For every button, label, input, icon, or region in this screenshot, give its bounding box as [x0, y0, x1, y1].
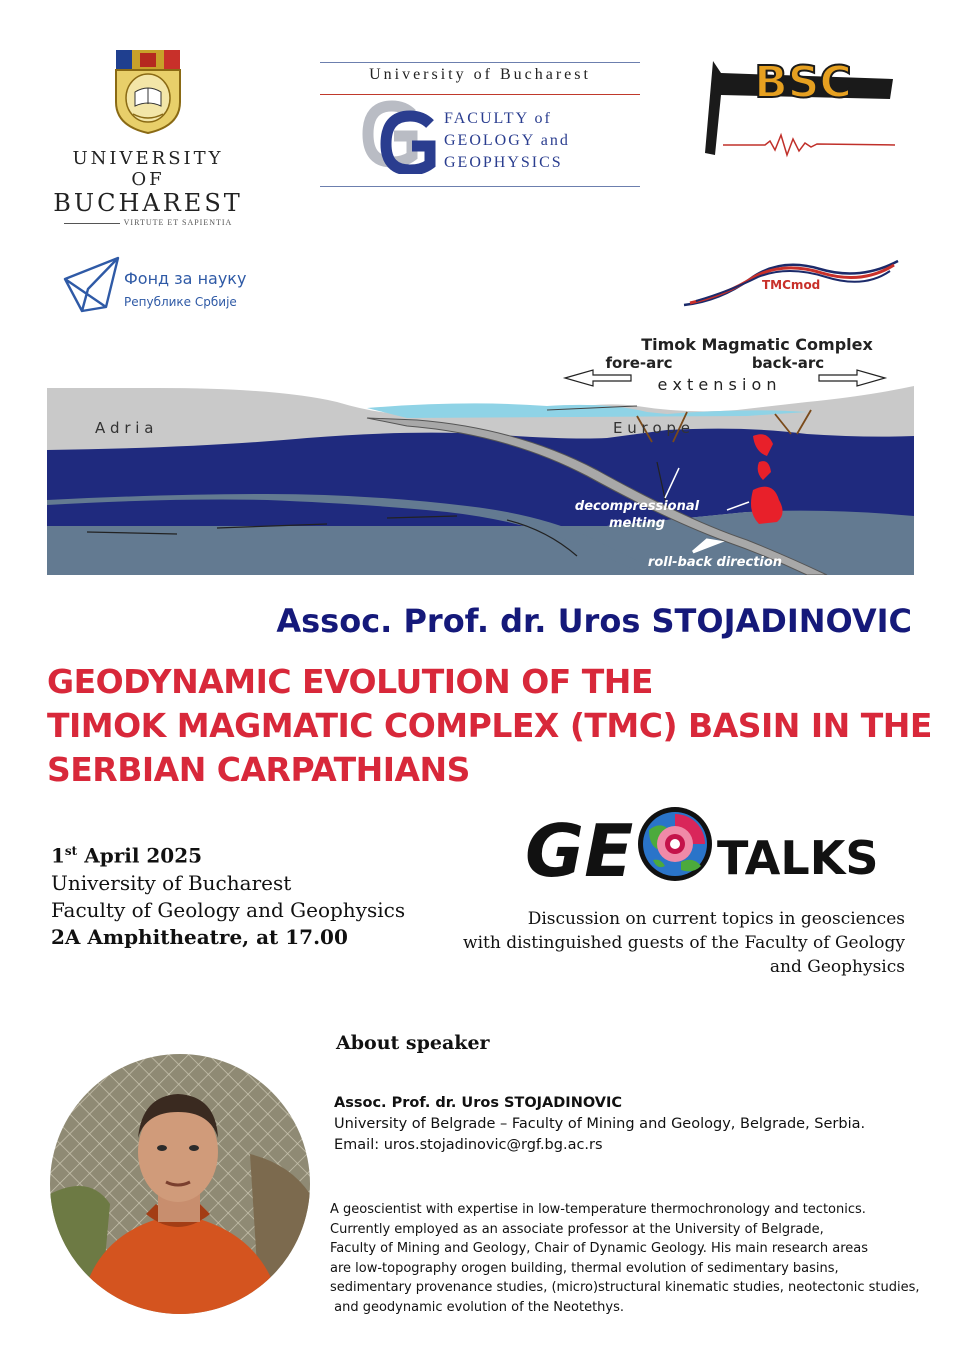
faculty-logo-rule-bottom	[320, 186, 640, 187]
geotalks-word1: GE	[525, 809, 634, 890]
talk-title-line1: GEODYNAMIC EVOLUTION OF THE	[47, 662, 653, 701]
earth-globe-icon	[638, 807, 712, 881]
bsc-full-name: Bucharest Student Chapter	[730, 105, 884, 116]
university-of-bucharest-logo	[52, 48, 244, 227]
bio-line: Faculty of Mining and Geology, Chair of Dynamic Geology. His main research areas	[330, 1241, 869, 1257]
bio-line: and geodynamic evolution of the Neotethys.	[330, 1299, 624, 1315]
diagram-adria: A d r i a	[95, 419, 154, 437]
paper-plane-icon	[62, 255, 122, 317]
tmc-cross-section-diagram	[47, 330, 914, 575]
geotalks-desc-line2: with distinguished guests of the Faculty of Geology	[463, 933, 905, 953]
faculty-logo-line1: FACULTY of	[444, 110, 552, 127]
bio-email[interactable]: Email: uros.stojadinovic@rgf.bg.ac.rs	[334, 1137, 603, 1153]
speaker-name-heading: Assoc. Prof. dr. Uros STOJADINOVIC	[276, 602, 912, 640]
diagram-extension: e x t e n s i o n	[657, 375, 777, 394]
event-venue-faculty: Faculty of Geology and Geophysics	[51, 897, 406, 922]
fond-subtitle: Републике Србије	[124, 295, 237, 309]
bsc-acronym: BSC	[754, 57, 852, 108]
speaker-bio-text	[330, 1200, 940, 1318]
faculty-logo-rule-middle	[320, 94, 640, 95]
fond-za-nauku-logo	[62, 255, 282, 317]
talk-title-line3: SERBIAN CARPATHIANS	[47, 750, 470, 789]
event-venue-university: University of Bucharest	[51, 870, 292, 895]
speaker-bio-block	[334, 1093, 865, 1156]
geotalks-word2: TALKS	[717, 831, 879, 885]
geotalks-description	[430, 907, 905, 979]
gg-monogram-icon	[360, 100, 440, 174]
faculty-logo-line3: GEOPHYSICS	[444, 154, 563, 171]
diagram-europe: E u r o p e	[613, 419, 690, 437]
event-date-day: 1	[51, 843, 65, 868]
tmcmod-label: TMCmod	[762, 278, 821, 292]
diagram-rollback: roll-back direction	[647, 555, 783, 570]
university-name-line2: BUCHAREST	[53, 189, 243, 217]
speaker-portrait-image	[50, 1054, 310, 1314]
diagram-fore-arc: fore-arc	[605, 354, 673, 372]
bio-line: sedimentary provenance studies, (micro)structural kinematic studies, neotectonic studies,	[330, 1280, 920, 1296]
faculty-logo-rule-top	[320, 62, 640, 63]
diagram-back-arc: back-arc	[751, 354, 825, 372]
faculty-logo	[320, 60, 640, 188]
university-name-line1: UNIVERSITY OF	[72, 148, 224, 190]
about-speaker-heading: About speaker	[336, 1032, 490, 1054]
university-crest-icon	[113, 48, 183, 134]
event-date-suffix: st	[64, 844, 78, 858]
tmcmod-logo	[680, 255, 902, 311]
fond-name: Фонд за науку	[124, 269, 247, 288]
diagram-decompressional: decompressional	[574, 499, 700, 514]
bio-line: A geoscientist with expertise in low-temperature thermochronology and tectonics.	[330, 1202, 866, 1217]
seismogram-icon	[723, 135, 895, 155]
event-info	[51, 838, 405, 951]
talk-title	[47, 660, 932, 792]
bsc-logo	[695, 55, 900, 165]
diagram-melting: melting	[608, 516, 666, 531]
geotalks-desc-line3: and Geophysics	[769, 957, 905, 977]
bio-line: are low-topography orogen building, thermal evolution of sedimentary basins,	[330, 1260, 839, 1276]
event-date	[51, 838, 405, 870]
bio-line: Currently employed as an associate professor at the University of Belgrade,	[330, 1221, 824, 1237]
faculty-logo-university: University of Bucharest	[369, 66, 591, 83]
faculty-logo-text	[444, 108, 570, 174]
bio-affiliation: University of Belgrade – Faculty of Mining and Geology, Belgrade, Serbia.	[334, 1116, 866, 1132]
diagram-title: Timok Magmatic Complex	[641, 335, 873, 354]
event-room-time: 2A Amphitheatre, at 17.00	[51, 924, 348, 949]
talk-title-line2: TIMOK MAGMATIC COMPLEX (TMC) BASIN IN THE	[47, 706, 932, 745]
event-date-rest: April 2025	[77, 843, 203, 868]
geotalks-logo	[525, 800, 900, 890]
bio-speaker-name: Assoc. Prof. dr. Uros STOJADINOVIC	[334, 1095, 623, 1111]
speaker-photo	[50, 1054, 310, 1314]
university-motto: VIRTUTE ET SAPIENTIA	[52, 218, 244, 227]
faculty-logo-line2: GEOLOGY and	[444, 132, 570, 149]
geotalks-desc-line1: Discussion on current topics in geosciences	[527, 909, 905, 929]
